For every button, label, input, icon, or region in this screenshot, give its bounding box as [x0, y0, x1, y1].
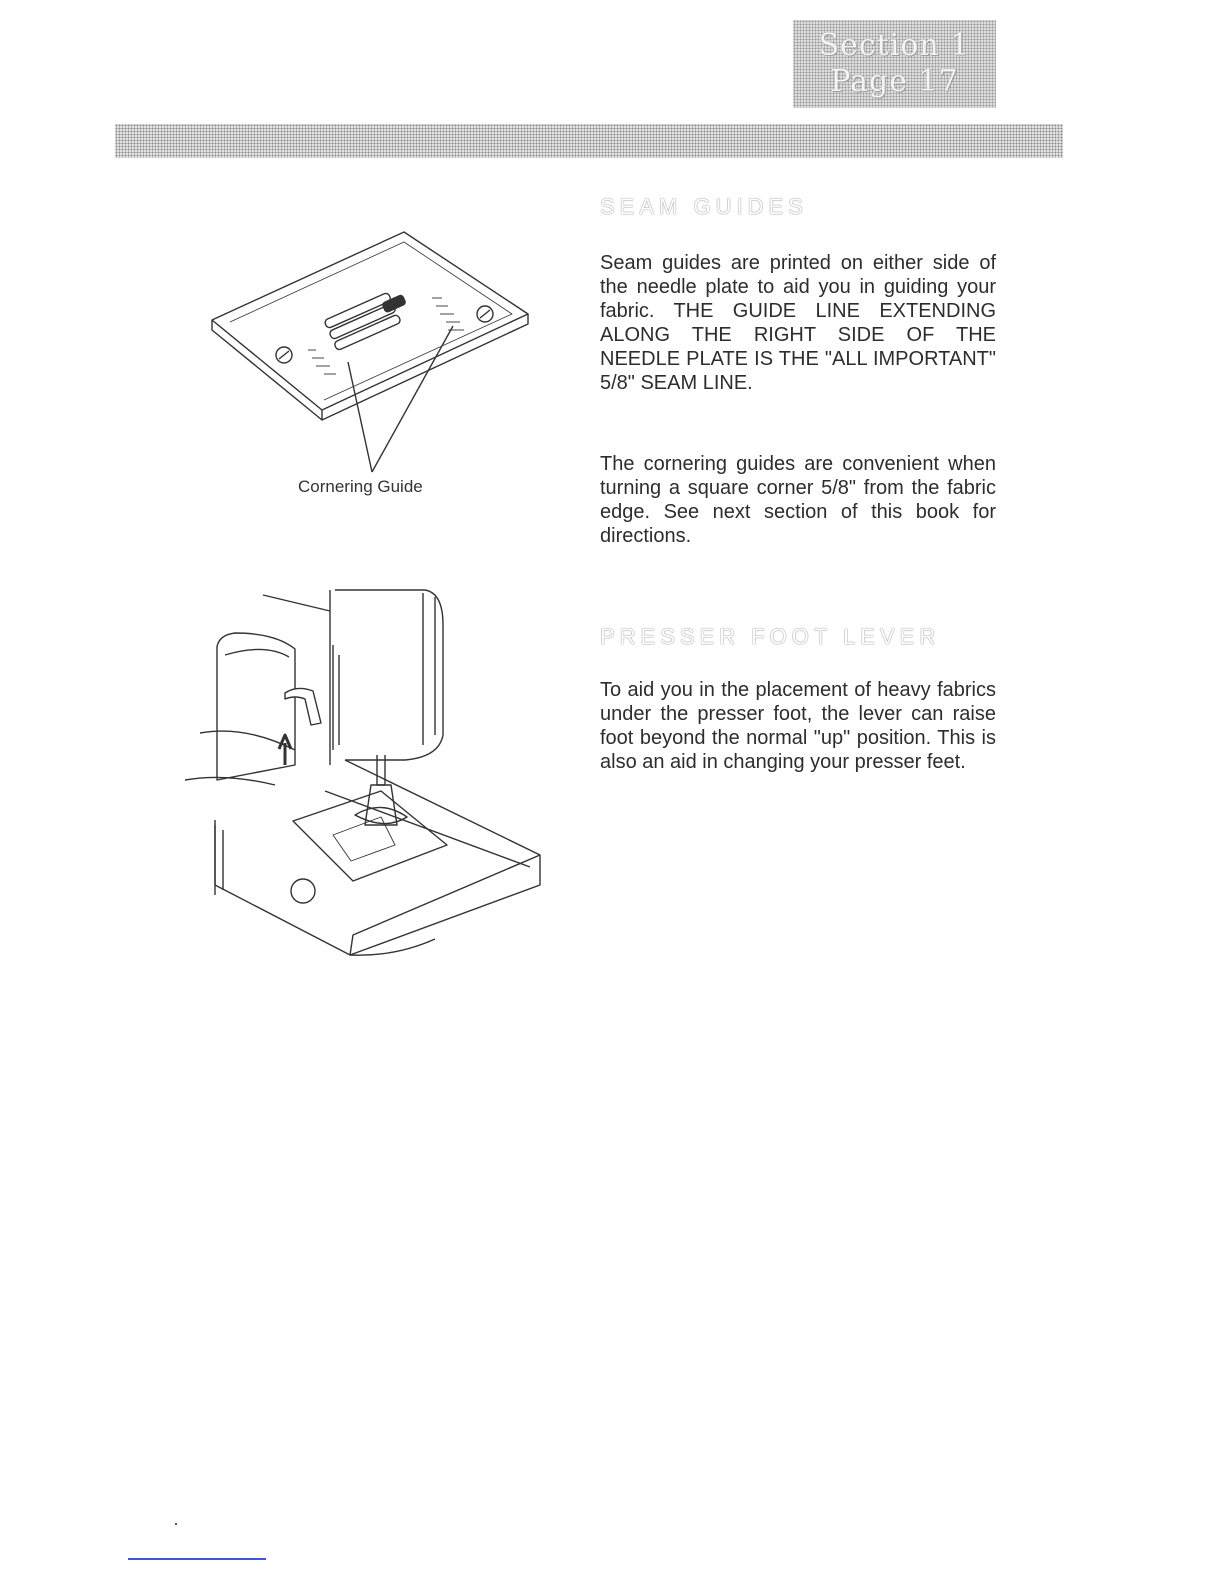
page-label: Page 17: [830, 64, 959, 99]
scan-speck: [175, 1523, 177, 1525]
needle-plate-icon: [190, 222, 540, 484]
figure-caption: Cornering Guide: [298, 477, 423, 496]
footer-rule: [128, 1558, 266, 1560]
seam-guides-paragraph-1: Seam guides are printed on either side of the needle plate to aid you in guiding your fabric. THE GUIDE LINE EXTENDING ALONG THE RIGHT SIDE OF THE NEEDLE PLATE IS THE "ALL IMPORTANT" 5/8" SEAM LINE.: [600, 252, 996, 394]
presser-foot-lever-paragraph: To aid you in the placement of heavy fabrics under the presser foot, the lever can raise foot beyond the normal "up" position. This is also an aid in changing your presser feet.: [600, 679, 996, 773]
section-tab: [793, 20, 996, 108]
header-band: [115, 124, 1063, 158]
presser-foot-lever-heading: PRESSER FOOT LEVER: [600, 624, 941, 649]
seam-guides-paragraph-2: The cornering guides are convenient when turning a square corner 5/8" from the fabric edge. See next section of this book for directions.: [600, 453, 996, 547]
section-label: Section 1: [818, 28, 971, 63]
seam-guides-heading: SEAM GUIDES: [600, 194, 808, 219]
sewing-machine-icon: [185, 585, 550, 957]
